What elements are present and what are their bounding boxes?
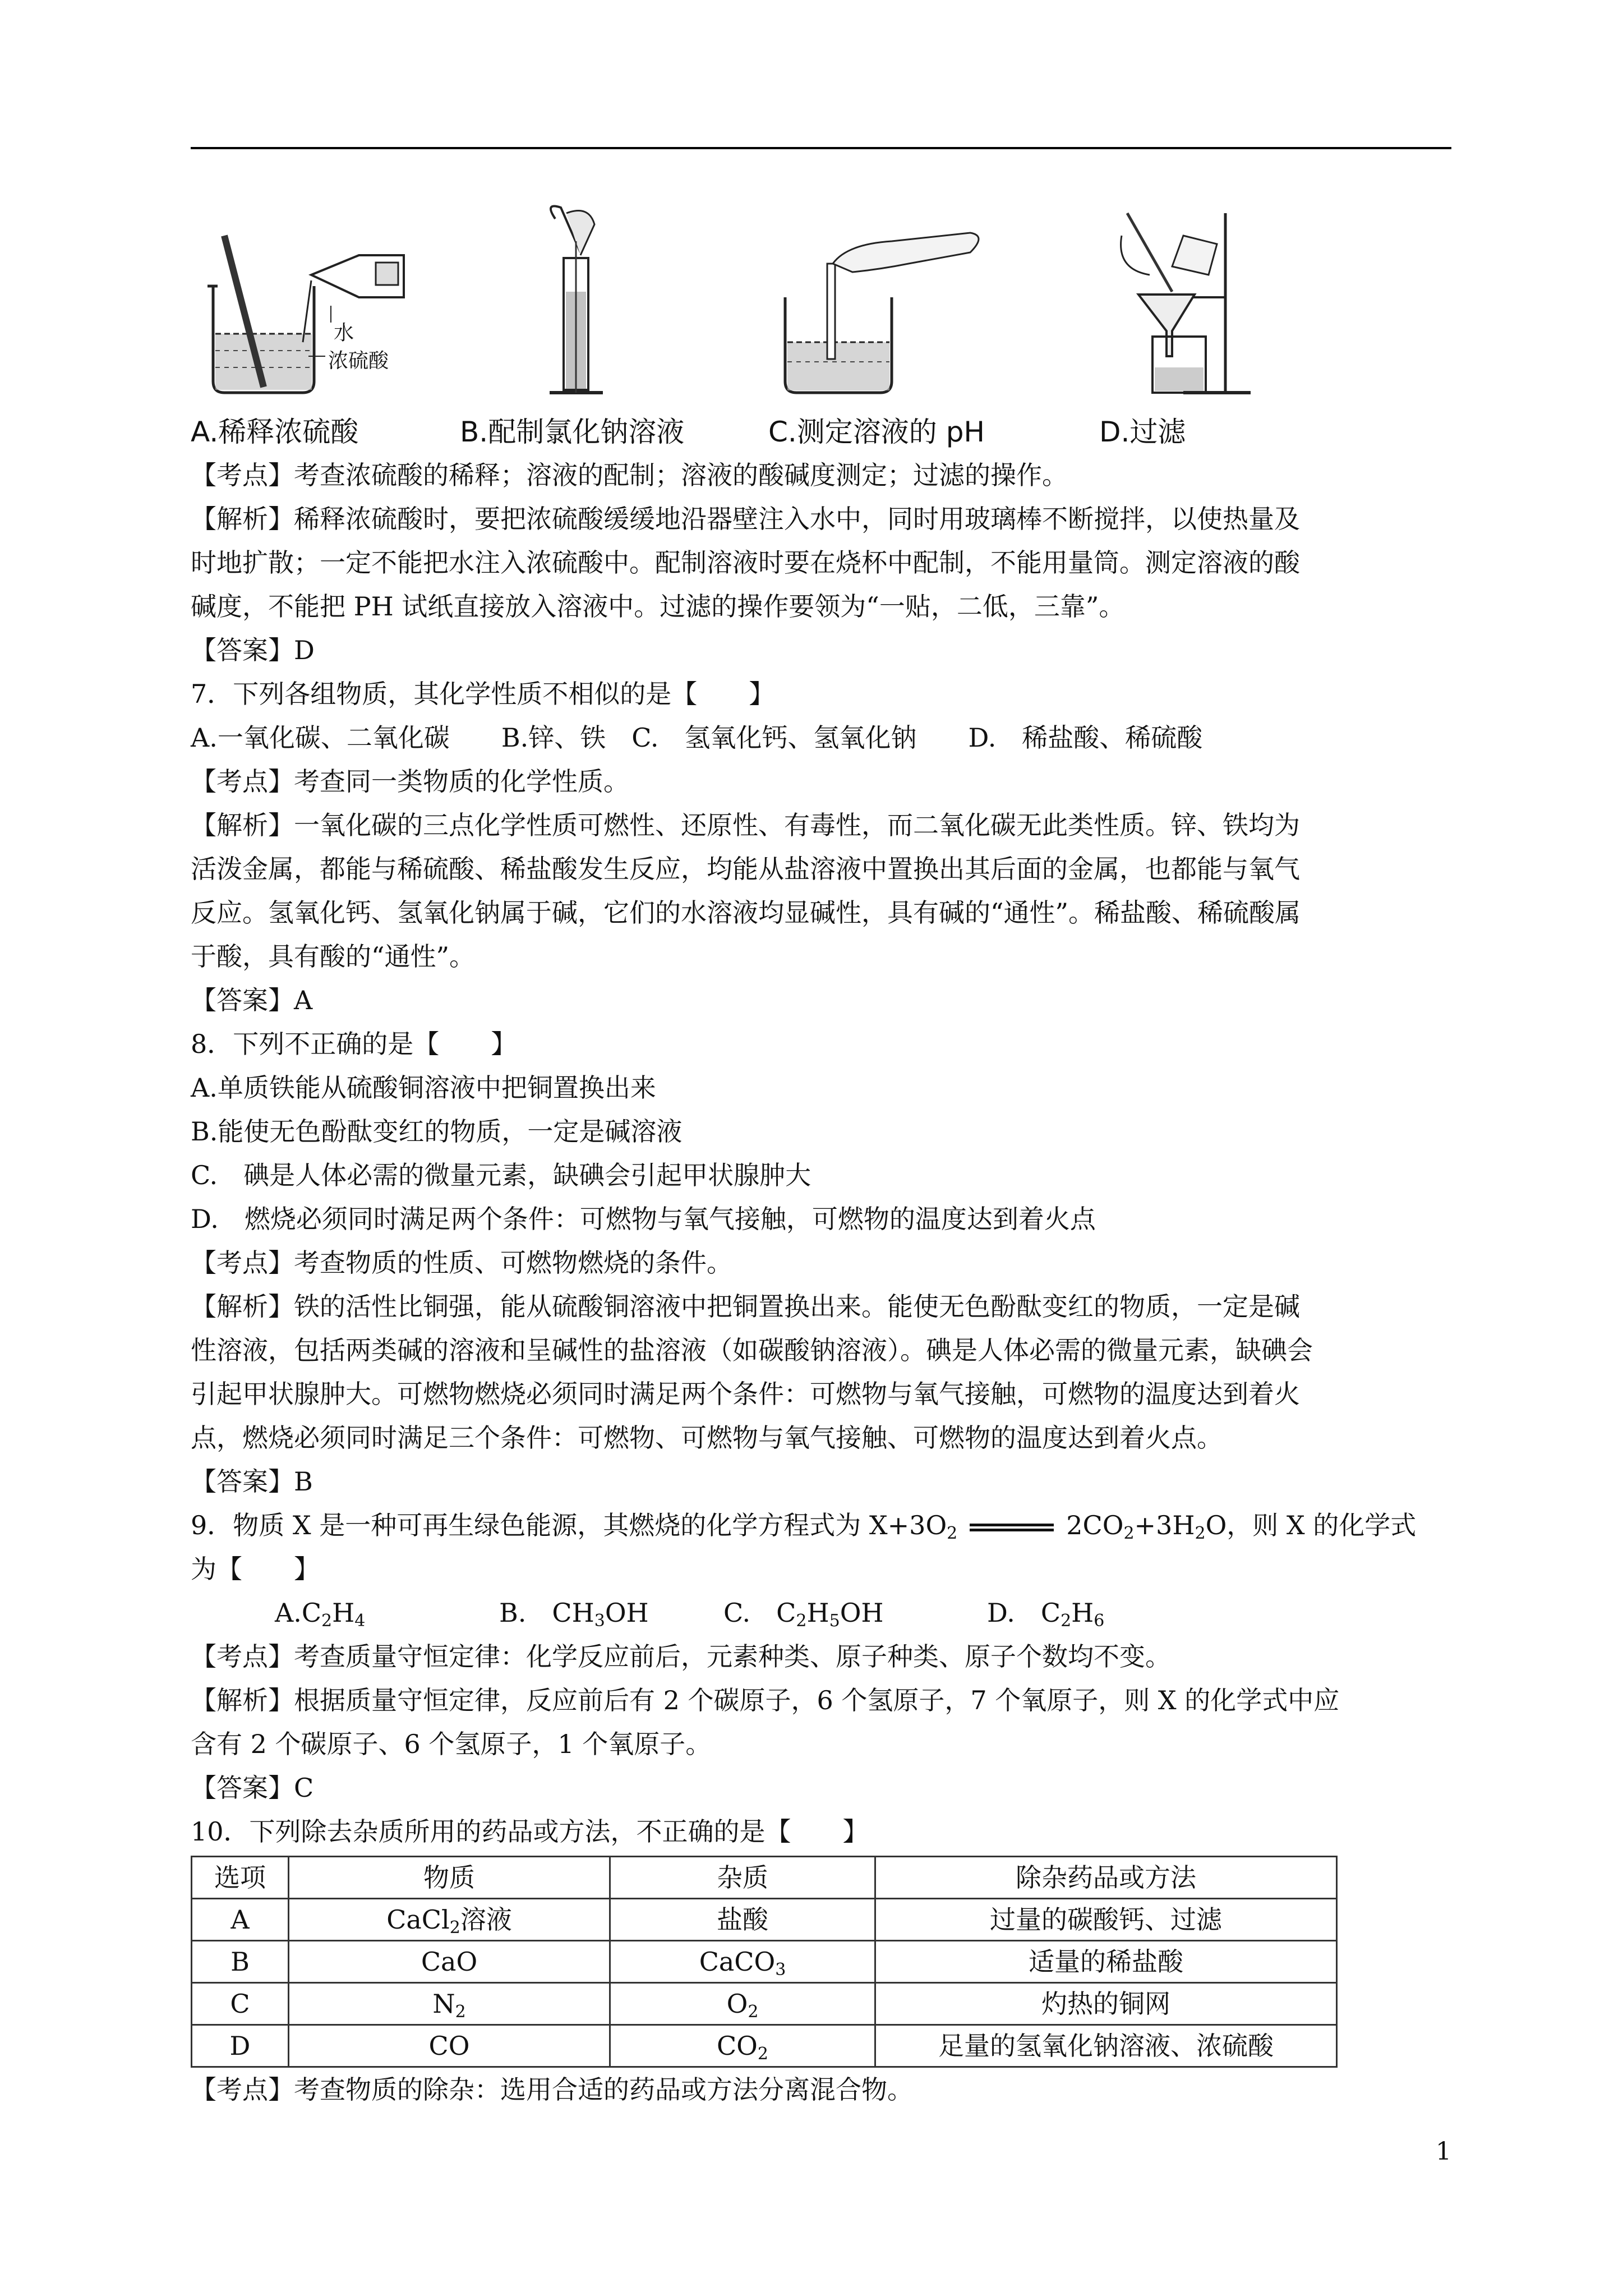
document-body: [191, 453, 1451, 2111]
figure-b-caption: B.配制氯化钠溶液: [460, 416, 685, 448]
q6-answer: 【答案】D: [191, 635, 315, 665]
q8-stem: 8．下列不正确的是【 】: [191, 1029, 517, 1059]
page-number: 1: [1436, 2137, 1451, 2166]
table-cell: 灼热的铜网: [875, 1983, 1337, 2025]
header-rule: [191, 147, 1451, 149]
table-cell: 适量的稀盐酸: [875, 1941, 1337, 1983]
q7-stem: 7．下列各组物质，其化学性质不相似的是【 】: [191, 679, 775, 709]
q8-option-d: D. 燃烧必须同时满足两个条件：可燃物与氧气接触，可燃物的温度达到着火点: [191, 1204, 1096, 1234]
q8-kaodian: 【考点】考查物质的性质、可燃物燃烧的条件。: [191, 1248, 732, 1278]
q6-kaodian: 【考点】考查浓硫酸的稀释；溶液的配制；溶液的酸碱度测定；过滤的操作。: [191, 460, 1068, 490]
q8-option-c: C. 碘是人体必需的微量元素，缺碘会引起甲状腺肿大: [191, 1160, 811, 1190]
q6-jiexi-line: 碱度，不能把 PH 试纸直接放入溶液中。过滤的操作要领为“一贴，二低，三靠”。: [191, 591, 1125, 622]
impurity-table: [191, 1856, 1338, 2068]
q7-jiexi-line: 于酸，具有酸的“通性”。: [191, 941, 476, 972]
q7-options: A.一氧化碳、二氧化碳 B.锌、铁 C. 氢氧化钙、氢氧化钠 D. 稀盐酸、稀硫酸: [191, 723, 1203, 753]
table-cell: CaCl$_2$溶液: [289, 1899, 610, 1941]
q9-jiexi-line: 含有 2 个碳原子、6 个氢原子，1 个氧原子。: [191, 1729, 712, 1759]
table-header-cell: 杂质: [610, 1857, 875, 1899]
ph-beaker-drawing: [768, 202, 1015, 415]
table-row: [192, 2025, 1337, 2067]
table-header-cell: 选项: [192, 1857, 289, 1899]
dilution-beaker-drawing: [191, 202, 432, 415]
q6-jiexi-line: 时地扩散；一定不能把水注入浓硫酸中。配制溶液时要在烧杯中配制，不能用量筒。测定溶液的酸: [191, 547, 1300, 578]
q9-option-d: D. $C_2H_6$: [987, 1598, 1105, 1631]
q7-jiexi-line: 反应。氢氧化钙、氢氧化钠属于碱，它们的水溶液均显碱性，具有碱的“通性”。稀盐酸、稀硫酸属: [191, 898, 1301, 928]
q10-stem: 10．下列除去杂质所用的药品或方法，不正确的是【 】: [191, 1816, 869, 1847]
figure-c-caption: C.测定溶液的 pH: [768, 416, 985, 448]
q9-options: [191, 1591, 1451, 1635]
figure-d-caption: D.过滤: [1099, 416, 1186, 448]
table-cell: D: [192, 2025, 289, 2067]
table-cell: CaCO$_3$: [610, 1941, 875, 1983]
apparatus-figures: [191, 202, 1256, 449]
table-header-cell: 物质: [289, 1857, 610, 1899]
figure-a-caption: A.稀释浓硫酸: [191, 416, 359, 448]
table-header-row: [192, 1857, 1337, 1899]
table-cell: B: [192, 1941, 289, 1983]
table-cell: CaO: [289, 1941, 610, 1983]
table-row: [192, 1899, 1337, 1941]
q8-jiexi-line: 性溶液，包括两类碱的溶液和呈碱性的盐溶液（如碳酸钠溶液）。碘是人体必需的微量元素，缺碘会: [191, 1335, 1313, 1365]
table-cell: 盐酸: [610, 1899, 875, 1941]
table-header-cell: 除杂药品或方法: [875, 1857, 1337, 1899]
table-cell: CO: [289, 2025, 610, 2067]
q7-answer: 【答案】A: [191, 985, 313, 1015]
equals-sign: [970, 1524, 1054, 1531]
q7-jiexi-line: 【解析】一氧化碳的三点化学性质可燃性、还原性、有毒性，而二氧化碳无此类性质。锌、铁均为: [191, 810, 1300, 840]
q6-jiexi-line: 【解析】稀释浓硫酸时，要把浓硫酸缓缓地沿器壁注入水中，同时用玻璃棒不断搅拌，以使热量及: [191, 504, 1300, 534]
table-cell: $N_2$: [289, 1983, 610, 2025]
q8-jiexi-line: 引起甲状腺肿大。可燃物燃烧必须同时满足两个条件：可燃物与氧气接触，可燃物的温度达到着火: [191, 1379, 1300, 1409]
q9-option-b: B. $CH_3OH$: [499, 1598, 649, 1631]
filtration-drawing: [1099, 202, 1256, 415]
q9-jiexi-line: 【解析】根据质量守恒定律，反应前后有 2 个碳原子，6 个氢原子，7 个氧原子，则 X 的化学式中应: [191, 1685, 1340, 1715]
q7-kaodian: 【考点】考查同一类物质的化学性质。: [191, 766, 629, 797]
q7-jiexi-line: 活泼金属，都能与稀硫酸、稀盐酸发生反应，均能从盐溶液中置换出其后面的金属，也都能与氧气: [191, 854, 1300, 884]
q10-kaodian: 【考点】考查物质的除杂：选用合适的药品或方法分离混合物。: [191, 2074, 913, 2105]
q8-jiexi-line: 【解析】铁的活性比铜强，能从硫酸铜溶液中把铜置换出来。能使无色酚酞变红的物质，一定是碱: [191, 1291, 1300, 1322]
figure-b: [460, 202, 723, 449]
q8-option-a: A.单质铁能从硫酸铜溶液中把铜置换出来: [191, 1073, 656, 1103]
table-cell: $CO_2$: [610, 2025, 875, 2067]
q8-option-b: B.能使无色酚酞变红的物质，一定是碱溶液: [191, 1116, 683, 1147]
cylinder-drawing: [460, 202, 723, 415]
q9-option-c: C. $C_2H_5OH$: [723, 1598, 884, 1631]
figure-a: [191, 202, 432, 449]
acid-callout: 浓硫酸: [328, 349, 389, 372]
table-cell: C: [192, 1983, 289, 2025]
q9-stem-continued: 为【 】: [191, 1554, 320, 1584]
table-cell: 过量的碳酸钙、过滤: [875, 1899, 1337, 1941]
table-cell: A: [192, 1899, 289, 1941]
q8-answer: 【答案】B: [191, 1466, 313, 1497]
figure-c: [768, 202, 1015, 449]
figure-d: [1099, 202, 1256, 449]
table-cell: $O_2$: [610, 1983, 875, 2025]
q9-option-a: $A.C_2H_4$: [275, 1598, 366, 1631]
table-cell: 足量的氢氧化钠溶液、浓硫酸: [875, 2025, 1337, 2067]
water-callout: 水: [334, 321, 354, 344]
q9-stem: 9．物质 X 是一种可再生绿色能源，其燃烧的化学方程式为 $X+3O_2$ $2CO_2+3H_2O$，则 X 的化学式: [191, 1510, 1417, 1543]
q9-answer: 【答案】C: [191, 1773, 314, 1803]
q9-kaodian: 【考点】考查质量守恒定律：化学反应前后，元素种类、原子种类、原子个数均不变。: [191, 1641, 1171, 1672]
table-row: [192, 1941, 1337, 1983]
q8-jiexi-line: 点，燃烧必须同时满足三个条件：可燃物、可燃物与氧气接触、可燃物的温度达到着火点。: [191, 1423, 1223, 1453]
table-row: [192, 1983, 1337, 2025]
